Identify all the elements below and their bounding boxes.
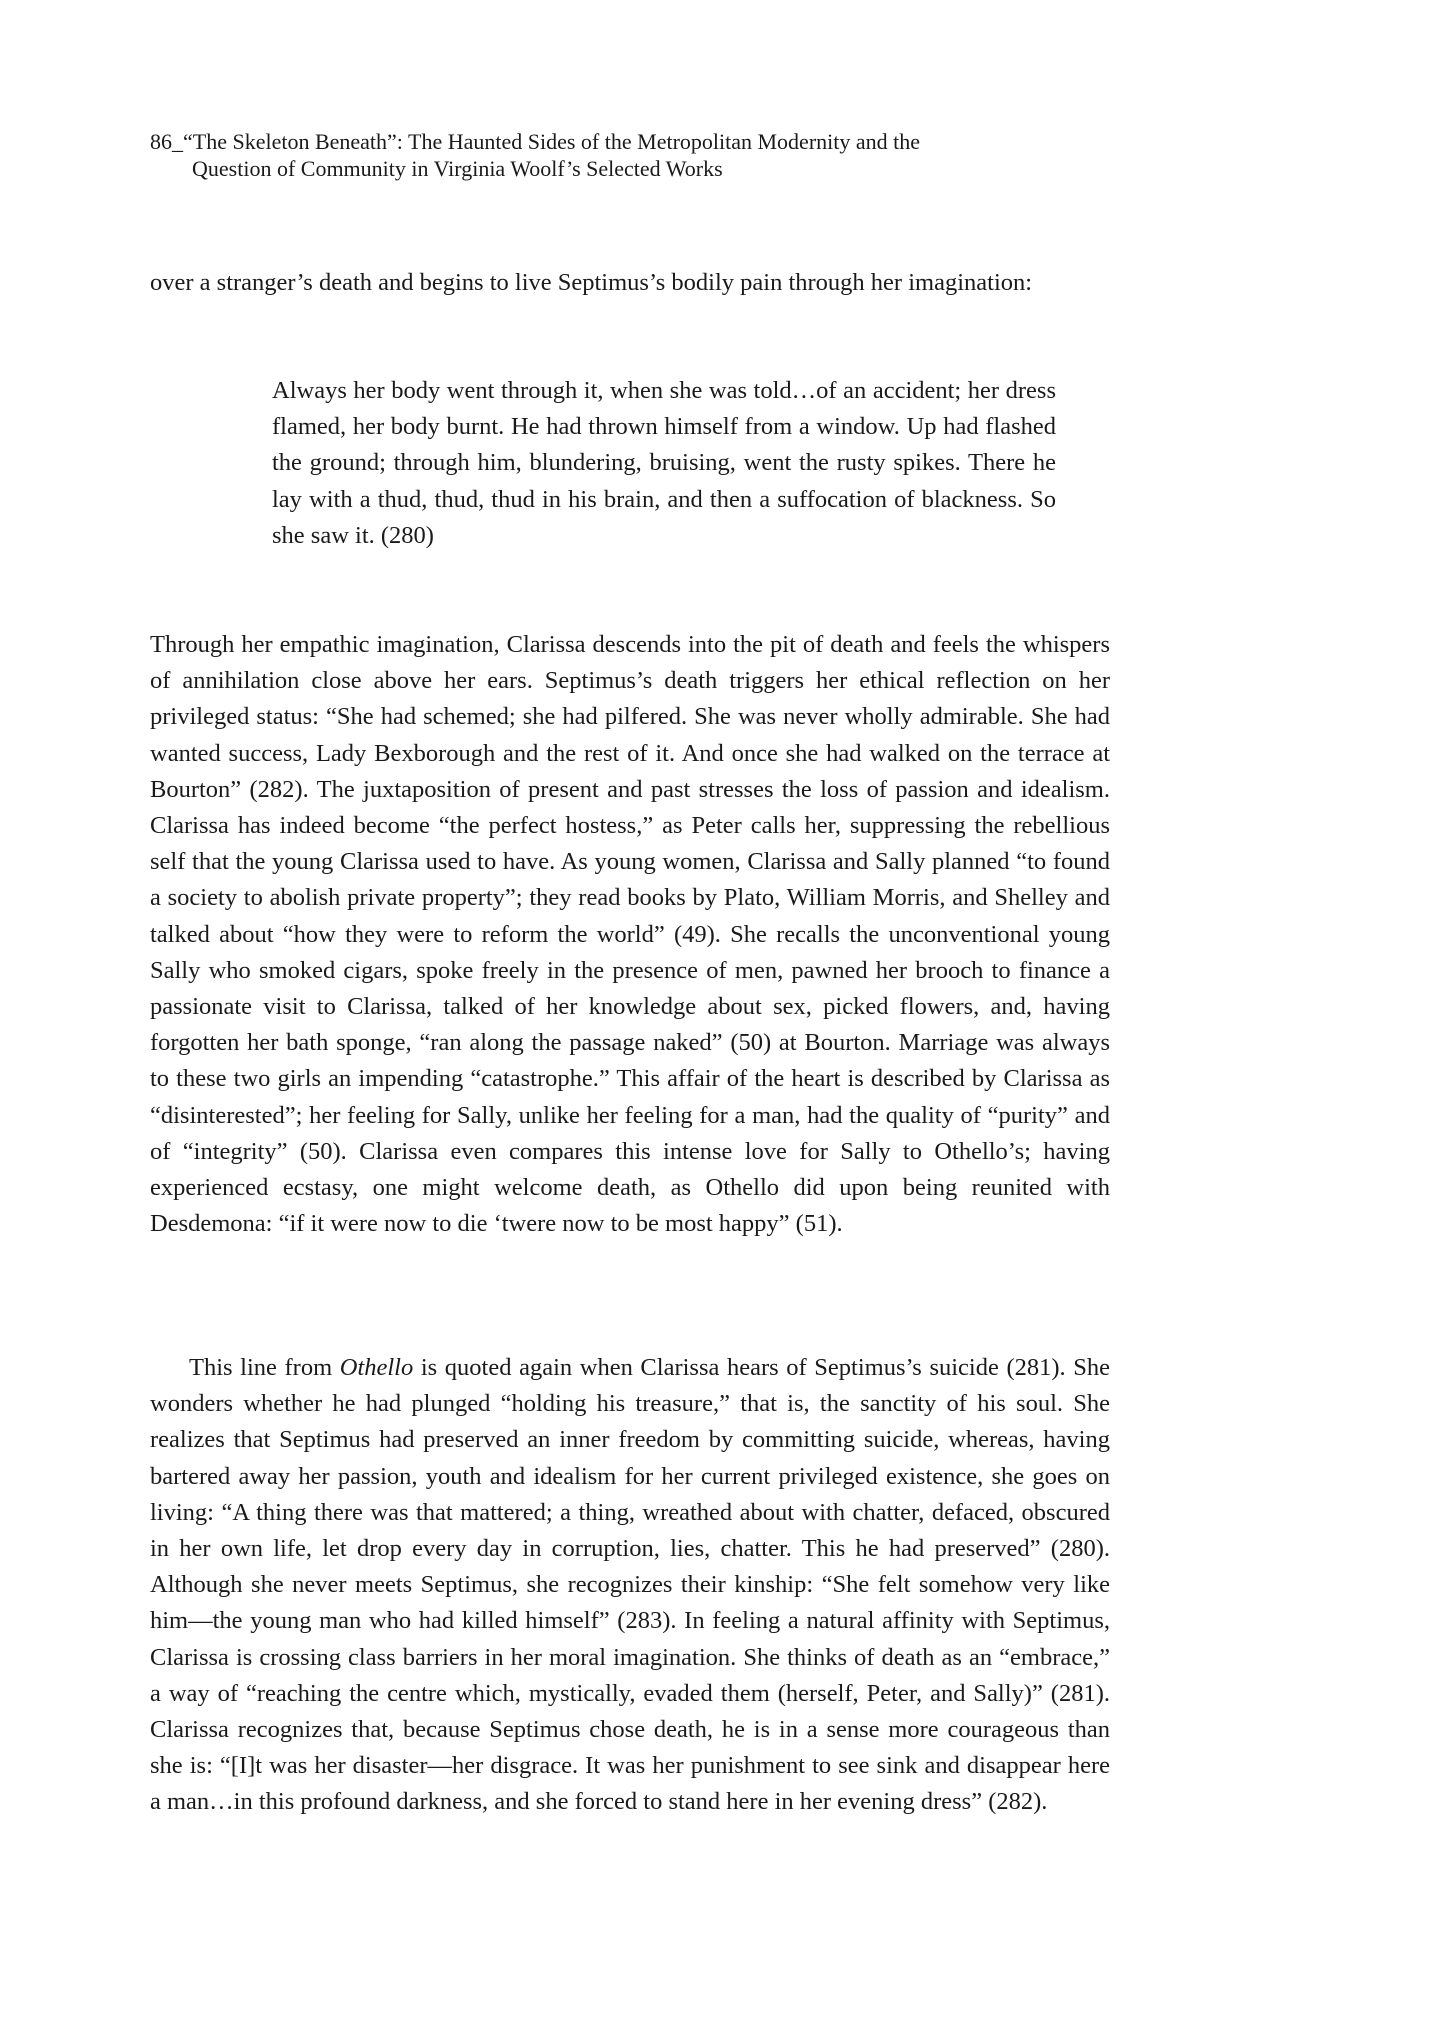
intro-paragraph: over a stranger’s death and begins to live Septimus’s bodily pain through her imagination:	[150, 269, 1033, 296]
header-line-2: Question of Community in Virginia Woolf’s Selected Works	[192, 156, 723, 181]
othello-title: Othello	[339, 1354, 414, 1381]
block-quote: Always her body went through it, when she was told…of an accident; her dress flamed, her body burnt. He had thrown himself from a window. Up had flashed the ground; through him, blundering, bruising, went the rusty spikes. There he lay with a thud, thud, thud in his brain, and then a suffocation of blackness. So she saw it. (280)	[272, 377, 1056, 549]
paragraph-2-lead: This line from	[189, 1354, 340, 1381]
body-paragraph-2	[150, 1350, 1110, 1821]
paragraph-2-rest: is quoted again when Clarissa hears of Septimus’s suicide (281). She wonders whether he had plunged “holding his treasure,” that is, the sanctity of his soul. She realizes that Septimus had preserved an inner freedom by committing suicide, whereas, having bartered away her passion, youth and idealism for her current privileged existence, she goes on living: “A thing there was that mattered; a thing, wreathed about with chatter, defaced, obscured in her own life, let drop every day in corruption, lies, chatter. This he had preserved” (280). Although she never meets Septimus, she recognizes their kinship: “She felt somehow very like him—the young man who had killed himself” (283). In feeling a natural affinity with Septimus, Clarissa is crossing class barriers in her moral imagination. She thinks of death as an “embrace,” a way of “reaching the centre which, mystically, evaded them (herself, Peter, and Sally)” (281). Clarissa recognizes that, because Septimus chose death, he is in a sense more courageous than she is: “[I]t was her disaster—her disgrace. It was her punishment to see sink and disappear here a man…in this profound darkness, and she forced to stand here in her evening dress” (282).	[150, 1354, 1111, 1816]
header-line-1: 86_“The Skeleton Beneath”: The Haunted Sides of the Metropolitan Modernity and the	[150, 129, 921, 154]
running-header	[150, 128, 1150, 182]
body-paragraph-1: Through her empathic imagination, Clarissa descends into the pit of death and feels the whispers of annihilation close above her ears. Septimus’s death triggers her ethical reflection on her privileged status: “She had schemed; she had pilfered. She was never wholly admirable. She had wanted success, Lady Bexborough and the rest of it. And once she had walked on the terrace at Bourton” (282). The juxtaposition of present and past stresses the loss of passion and idealism. Clarissa has indeed become “the perfect hostess,” as Peter calls her, suppressing the rebellious self that the young Clarissa used to have. As young women, Clarissa and Sally planned “to found a society to abolish private property”; they read books by Plato, William Morris, and Shelley and talked about “how they were to reform the world” (49). She recalls the unconventional young Sally who smoked cigars, spoke freely in the presence of men, pawned her brooch to finance a passionate visit to Clarissa, talked of her knowledge about sex, picked flowers, and, having forgotten her bath sponge, “ran along the passage naked” (50) at Bourton. Marriage was always to these two girls an impending “catastrophe.” This affair of the heart is described by Clarissa as “disinterested”; her feeling for Sally, unlike her feeling for a man, had the quality of “purity” and of “integrity” (50). Clarissa even compares this intense love for Sally to Othello’s; having experienced ecstasy, one might welcome death, as Othello did upon being reunited with Desdemona: “if it were now to die ‘twere now to be most happy” (51).	[150, 631, 1110, 1238]
